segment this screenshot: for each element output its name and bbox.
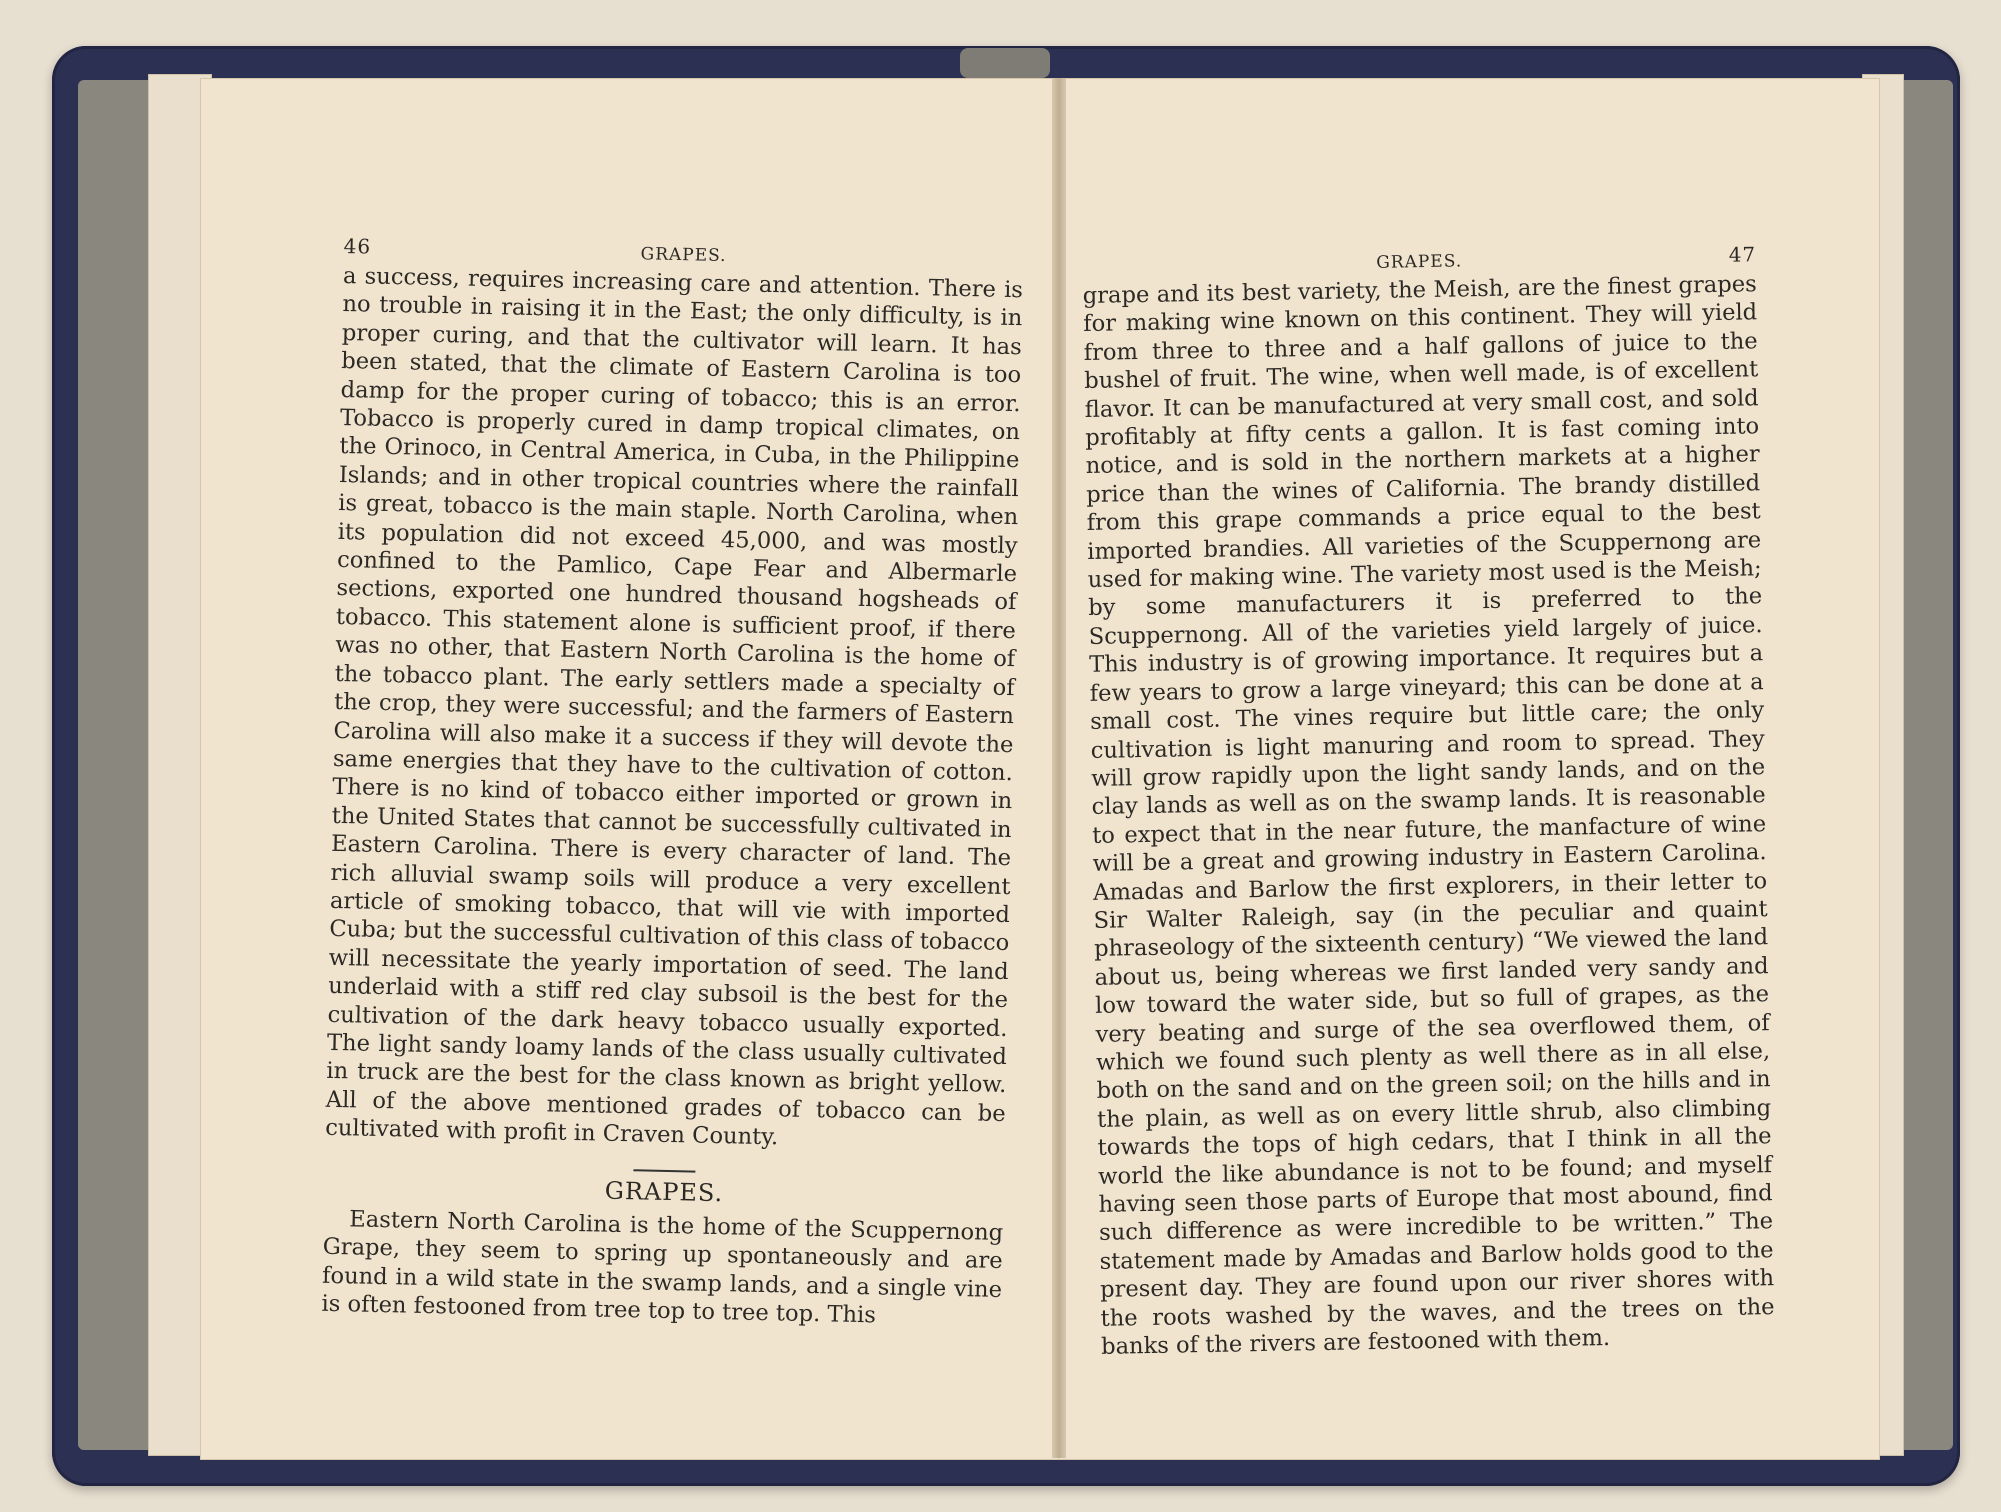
section-divider xyxy=(633,1169,695,1172)
left-page-text xyxy=(321,232,1024,1333)
section-heading-grapes: GRAPES. xyxy=(604,1176,724,1207)
left-page-number: 46 xyxy=(343,233,372,259)
right-running-head: GRAPES. xyxy=(1376,251,1463,273)
book-gutter xyxy=(1052,78,1066,1458)
spine-tab xyxy=(960,48,1050,78)
left-endpaper-edge xyxy=(78,80,148,1450)
right-page-number: 47 xyxy=(1728,242,1757,267)
right-paragraph-grapes: grape and its best variety, the Meish, are the finest grapes for making wine known on this continent. They will yield from three to three and a half gallons of juice to the bushel of fruit. The wine, when well made, is of excellent flavor. It can be manufactured at very small cost, and sold profitably at fifty cents a gallon. It is fast coming into notice, and is sold in the northern markets at a higher price than the wines of California. The brandy distilled from this grape commands a price equal to the best imported brandies. All varieties of the Scuppernong are used for making wine. The variety most used is the Meish; by some manufacturers it is preferred to the Scuppernong. All of the varieties yield largely of juice. This industry is of growing importance. It requires but a few years to grow a large vineyard; this can be done at a small cost. The vines require but little care; the only cultivation is light manuring and room to spread. They will grow rapidly upon the light sandy lands, and on the clay lands as well as on the swamp lands. It is reasonable to expect that in the near future, the manfacture of wine will be a great and growing industry in Eastern Carolina. Amadas and Barlow the first explorers, in their letter to Sir Walter Raleigh, say (in the peculiar and quaint phraseology of the sixteenth century) “We viewed the land about us, being whereas we first landed very sandy and low toward the water side, but so full of grapes, as the very beating and surge of the sea overflowed them, of which we found such plenty as well there as in all else, both on the sand and on the green soil; on the hills and in the plain, as well as on every little shrub, also climbing towards the tops of high cedars, that I think in all the world the like abundance is not to be found; and myself having seen those parts of Europe that most abound, find such difference as were incredible to be written.” The statement made by Amadas and Barlow holds good to the present day. They are found upon our river shores with the roots washed by the waves, and the trees on the banks of the rivers are festooned with them. xyxy=(1082,271,1775,1360)
left-running-head: GRAPES. xyxy=(640,244,727,267)
right-page-text xyxy=(1082,240,1775,1361)
left-paragraph-grapes: Eastern North Carolina is the home of the Scuppernong Grape, they seem to spring up spontaneously and are found in a wild state in the swamp lands, and a single vine is often festooned from tree top to tree top. This xyxy=(321,1206,1004,1329)
left-paragraph-tobacco: a success, requires increasing care and attention. There is no trouble in raising it in the East; the only difficulty, is in proper curing, and that the cultivator will learn. It has been stated, that the climate of Eastern Carolina is too damp for the proper curing of tobacco; this is an error. Tobacco is properly cured in damp tropical climates, on the Orinoco, in Central America, in Cuba, in the Philippine Islands; and in other tropical countries where the rainfall is great, tobacco is the main staple. North Carolina, when its population did not exceed 45,000, and was mostly confined to the Pamlico, Cape Fear and Albermarle sections, exported one hundred thousand hogsheads of tobacco. This statement alone is sufficient proof, if there was no other, that Eastern North Carolina is the home of the tobacco plant. The early settlers made a specialty of the crop, they were successful; and the farmers of Eastern Carolina will also make it a success if they will devote the same energies that they have to the cultivation of cotton. There is no kind of tobacco either imported or grown in the United States that cannot be successfully cultivated in Eastern Carolina. There is every character of land. The rich alluvial swamp soils will produce a very excellent article of smoking tobacco, that will vie with imported Cuba; but the successful cultivation of this class of tobacco will necessitate the yearly importation of seed. The land underlaid with a stiff red clay subsoil is the best for the cultivation of the dark heavy tobacco usually exported. The light sandy loamy lands of the class usually cultivated in truck are the best for the class known as bright yellow. All of the above mentioned grades of tobacco can be cultivated with profit in Craven County. xyxy=(324,262,1024,1151)
